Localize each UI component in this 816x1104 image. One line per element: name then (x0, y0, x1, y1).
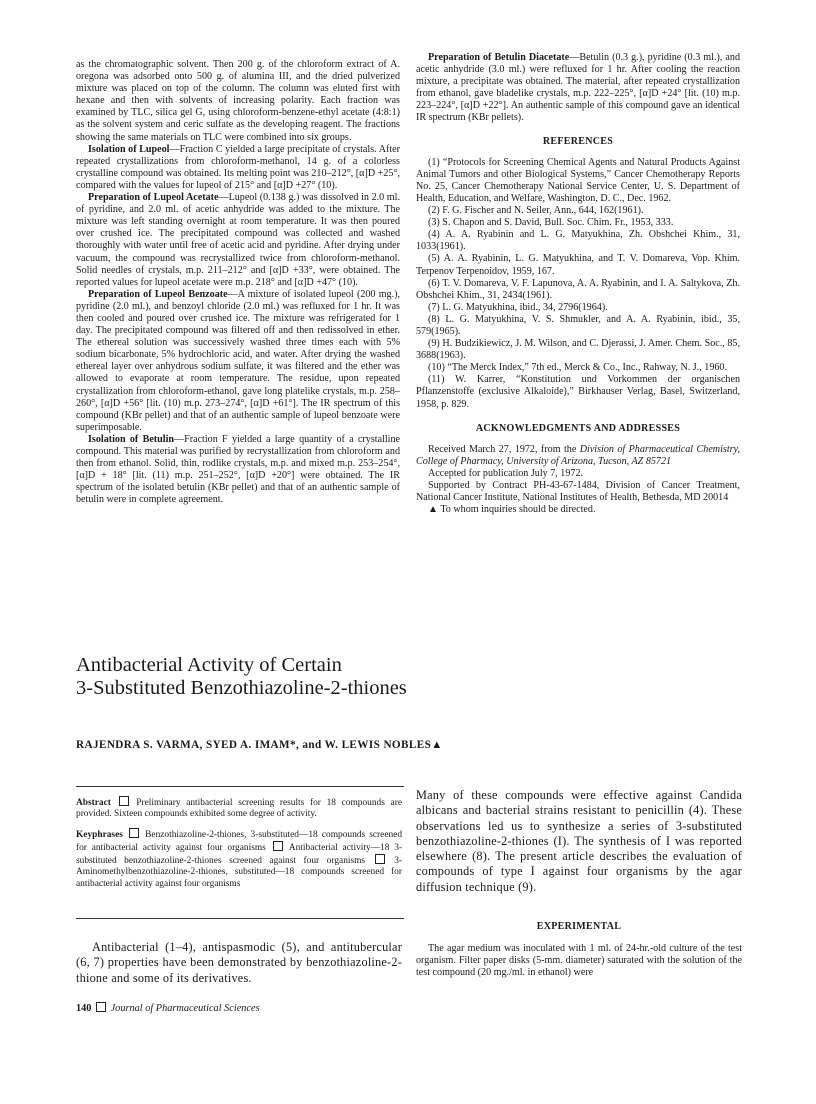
ack-received (416, 444, 740, 468)
left-column (76, 59, 400, 506)
page-number: 140 (76, 1003, 92, 1014)
references-list (416, 157, 740, 411)
text-betulin-diacetate: —Betulin (0.3 g.), pyridine (0.3 ml.), and acetic anhydride (3.0 ml.) were refluxed for 1 hr. After cooling the reaction mixture, a precipitate was obtained. The material, after repeated crystallization from ethanol, gave bladelike crystals, m.p. 222–225°, [α]D +24° [lit. (10) m.p. 223–224°, [α]D +22°]. An authentic sample of this compound gave an identical IR spectrum (KBr pellets). (416, 52, 740, 124)
keyphrases-paragraph (76, 828, 402, 889)
box-separator-icon (96, 1002, 106, 1012)
abstract-paragraph (76, 796, 402, 820)
keyphrase-item: Antibacterial activity—18 3-substituted benzothiazoline-2-thiones screened against four organisms (76, 843, 403, 867)
intro-paragraph-left: Antibacterial (1–4), antispasmodic (5), and antitubercular (6, 7) properties have been demonstrated by benzothiazoline-2-thione and some of its derivatives. (76, 940, 402, 985)
journal-name: Journal of Pharmaceutical Sciences (110, 1003, 260, 1014)
abstract-text: Preliminary antibacterial screening results for 18 compounds are provided. Sixteen compounds exhibited some degree of activity. (76, 798, 403, 820)
heading-isolation-lupeol: Isolation of Lupeol (88, 143, 170, 155)
ack-accepted: Accepted for publication July 7, 1972. (428, 467, 584, 479)
box-separator-icon (375, 854, 385, 864)
ack-inquiries: ▲ To whom inquiries should be directed. (428, 504, 596, 516)
reference-item: (9) H. Budzikiewicz, J. M. Wilson, and C. Djerassi, J. Amer. Chem. Soc., 85, 3688(1963). (416, 338, 740, 362)
box-separator-icon (129, 828, 139, 838)
paragraph-lupeol-acetate (76, 192, 400, 289)
reference-item: (2) F. G. Fischer and N. Seiler, Ann., 644, 162(1961). (428, 205, 644, 217)
keyphrase-item: 3-Aminomethylbenzothiazoline-2-thiones, substituted—18 compounds screened for antibacterial activity against four organisms (76, 856, 403, 889)
paragraph-betulin (76, 434, 400, 507)
reference-item: (4) A. A. Ryabinin and L. G. Matyukhina, Zh. Obshchei Khim., 31, 1033(1961). (416, 229, 740, 253)
title-line-2: 3-Substituted Benzothiazoline-2-thiones (76, 677, 407, 699)
text-isolation-lupeol: —Fraction C yielded a large precipitate of crystals. After repeated crystallizations from chloroform-methanol, 14 g. of a colorless crystalline compound was obtained. Its melting point was 210–212°, [α]D +25°, compared with the values for lupeol of 215° and [α]D +27° (10). (76, 143, 400, 191)
text-lupeol-benzoate: —A mixture of isolated lupeol (200 mg.), pyridine (2.0 ml.), and benzoyl chloride (2.0 ml.) was refluxed for 1 hr. It was then cooled and poured over crushed ice. The mixture was refrigerated for 1 day. The precipitated compound was filtered off and then redissolved in ether. The ethereal solution was successively washed three times each with 5% sodium bicarbonate, 5% hydrochloric acid, and water. After drying the washed ethereal layer over anhydrous sodium sulfate, it was filtered and the ether was allowed to evaporate at room temperature. The residue, upon repeated crystallization from chloroform-ethanol, gave long platelike crystals, m.p. 258–260°, [α]D +56° [lit. (10) m.p. 273–274°, [α]D +61°]. The IR spectrum of this compound (KBr pellet) and that of an authentic sample of lupeol benzoate were superimposable. (76, 288, 400, 433)
box-separator-icon (119, 796, 129, 806)
intro-left-column (76, 940, 402, 986)
authors-line: RAJENDRA S. VARMA, SYED A. IMAM*, and W. LEWIS NOBLES▲ (76, 739, 443, 751)
heading-betulin-diacetate: Preparation of Betulin Diacetate (428, 52, 570, 63)
abstract-label: Abstract (76, 798, 111, 808)
abstract-top-rule (76, 786, 404, 787)
references-heading: REFERENCES (542, 135, 614, 147)
intro-paragraph-right: Many of these compounds were effective against Candida albicans and bacterial strains resistant to penicillin (4). These observations led us to synthesize a series of 3-substituted benzothiazoline-2-thiones (I). The synthesis of I was reported elsewhere (8). The present article describes the evaluation of compounds of type I against four organisms by the agar diffusion technique (9). (416, 788, 742, 894)
reference-item: (8) L. G. Matyukhina, V. S. Shmukler, and A. A. Ryabinin, ibid., 35, 579(1965). (416, 313, 740, 337)
reference-item: (11) W. Karrer, “Konstitution und Vorkommen der organischen Pflanzenstoffe (exclusive Alkaloide),” Birkhauser Verlag, Basel, Switzerland, 1958, p. 829. (416, 374, 740, 410)
heading-lupeol-acetate: Preparation of Lupeol Acetate (88, 192, 219, 204)
box-separator-icon (273, 841, 283, 851)
paragraph-lupeol-benzoate (76, 289, 400, 434)
page-footer (76, 1002, 260, 1014)
reference-item: (10) “The Merck Index,” 7th ed., Merck & Co., Inc., Rahway, N. J., 1960. (428, 362, 727, 374)
abstract-block (76, 796, 402, 898)
reference-item: (3) S. Chapon and S. David, Bull. Soc. Chim. Fr., 1953, 333. (428, 217, 674, 229)
heading-lupeol-benzoate: Preparation of Lupeol Benzoate (88, 288, 228, 300)
keyphrases-label: Keyphrases (76, 830, 123, 841)
reference-item: (7) L. G. Matyukhina, ibid., 34, 2796(1964). (428, 301, 608, 313)
keyphrase-item: Benzothiazoline-2-thiones, 3-substituted—18 compounds screened for antibacterial activity against four organisms (76, 830, 403, 854)
ack-affiliation: Division of Pharmaceutical Chemistry, College of Pharmacy, University of Arizona, Tucson, AZ 85721 (416, 443, 740, 467)
ack-support: Supported by Contract PH-43-67-1484, Division of Cancer Treatment, National Cancer Institute, National Institutes of Health, Bethesda, MD 20014 (416, 480, 740, 504)
experimental-section (416, 921, 742, 979)
abstract-bottom-rule (76, 918, 404, 919)
experimental-heading: EXPERIMENTAL (536, 921, 622, 932)
acknowledgments-heading: ACKNOWLEDGMENTS AND ADDRESSES (475, 422, 681, 434)
title-line-1: Antibacterial Activity of Certain (76, 654, 342, 676)
right-column (416, 52, 740, 516)
text-lupeol-acetate: —Lupeol (0.138 g.) was dissolved in 2.0 ml. of pyridine, and 2.0 ml. of acetic anhydride was added to the mixture. The mixture was left standing overnight at room temperature. It was then poured over crushed ice. The precipitated compound was collected and washed thoroughly with water until free of acetic acid and pyridine. After drying under vacuum, the compound was recrystallized twice from chloroform-methanol. Solid needles of crystals, m.p. 211–212° and [α]D +33°, were obtained. The reported values for lupeol acetate were m.p. 218° and [α]D +47° (10). (76, 192, 400, 288)
paragraph-chromatography: as the chromatographic solvent. Then 200 g. of the chloroform extract of A. oregona was adsorbed onto 500 g. of alumina III, and the dried pulverized mixture was placed on top of the column. The column was eluted first with hexane and then with solvents of increasing polarity. Each fraction was examined by TLC, silica gel G, using chloroform-benzene-ethyl acetate (4:8:1) as the solvent system and ceric sulfate as the developing reagent. The fractions showing the same materials on TLC were combined into six groups. (76, 59, 400, 143)
article-title (76, 654, 496, 700)
intro-right-column (416, 788, 742, 895)
paragraph-betulin-diacetate (416, 52, 740, 125)
reference-item: (5) A. A. Ryabinin, L. G. Matyukhina, and T. V. Domareva, Vop. Khim. Terpenov Terpenoidov, 1959, 167. (416, 253, 740, 277)
heading-isolation-betulin: Isolation of Betulin (88, 433, 175, 445)
experimental-paragraph: The agar medium was inoculated with 1 ml. of 24-hr.-old culture of the test organism. Filter paper disks (5-mm. diameter) saturated with the solution of the test compound (20 mg./ml. in ethanol) were (416, 943, 742, 979)
reference-item: (1) “Protocols for Screening Chemical Agents and Natural Products Against Animal Tumors and other Biological Systems,” Cancer Chemotherapy Reports No. 25, Cancer Chemotherapy National Service Center, U. S. Department of Health, Education, and Welfare, Washington, D. C., Dec. 1962. (416, 156, 740, 204)
paragraph-lupeol (76, 144, 400, 192)
text-isolation-betulin: —Fraction F yielded a large quantity of a crystalline compound. This material was purified by recrystallization from chloroform and then from ethanol. Solid, thin, rodlike crystals, m.p. and mixed m.p. 253–254°, [α]D + 18° [lit. (11) m.p. 251–252°, [α]D +20°] were obtained. The IR spectrum of the isolated betulin (KBr pellet) and that of an authentic sample of betulin were in complete agreement. (76, 433, 400, 506)
reference-item: (6) T. V. Domareva, V. F. Lapunova, A. A. Ryabinin, and I. A. Saltykova, Zh. Obshchei Khim., 31, 2434(1961). (416, 277, 740, 301)
ack-received-text: Received March 27, 1972, from the (428, 443, 577, 455)
